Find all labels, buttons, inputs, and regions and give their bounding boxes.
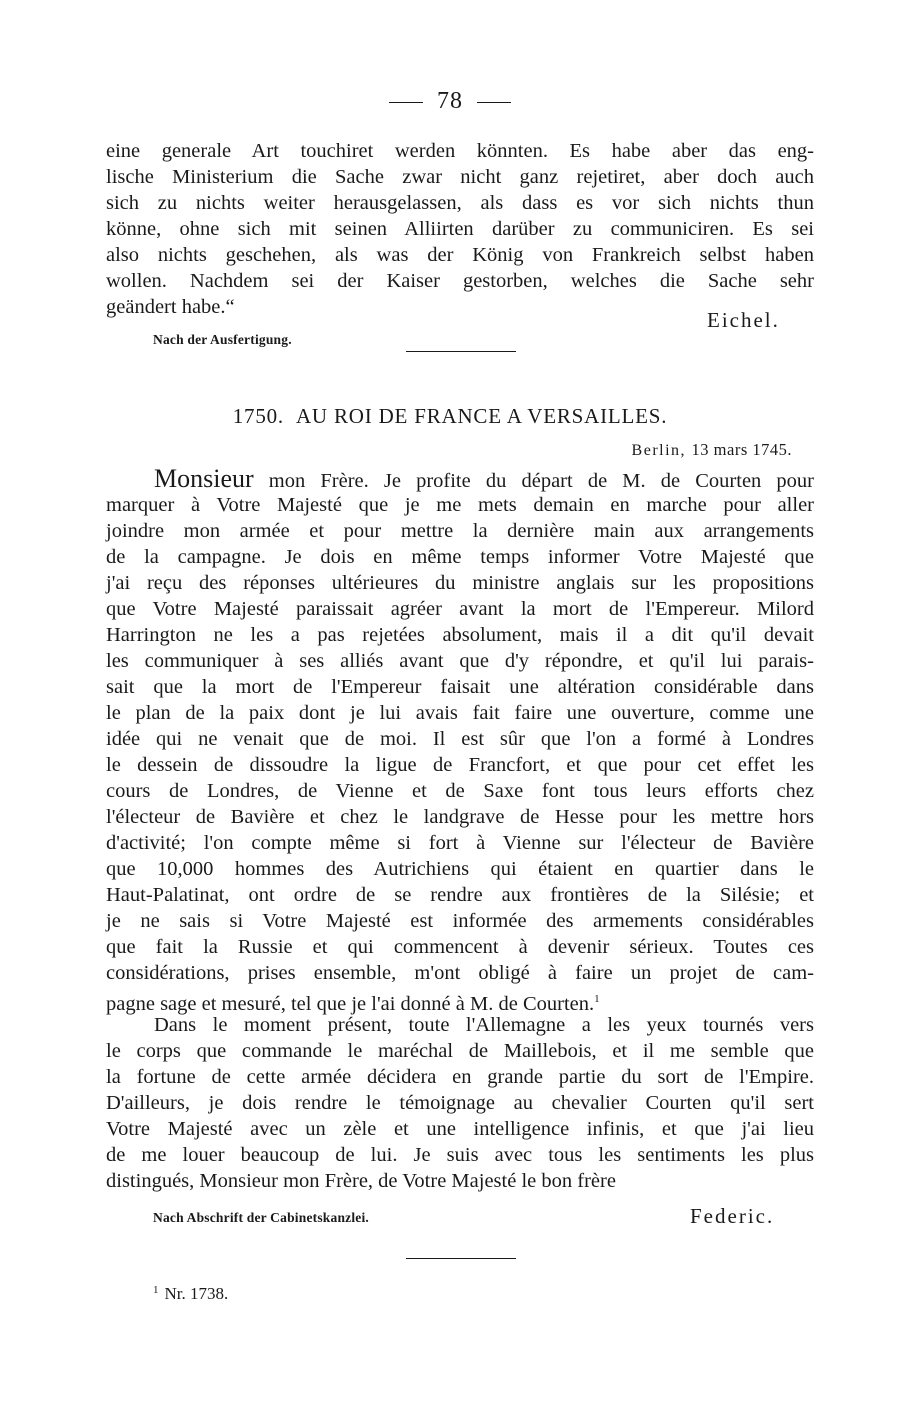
text-line: le plan de la paix dont je lui avais fait faire une ouverture, comme une (106, 702, 814, 724)
page-number-dash-left (389, 102, 423, 103)
text-line: idée qui ne venait que de moi. Il est sûr que l'on a formé à Londres (106, 728, 814, 750)
text-line: le dessein de dissoudre la ligue de Francfort, et que pour cet effet les (106, 754, 814, 776)
text-line: de me louer beaucoup de lui. Je suis avec tous les sentiments les plus (106, 1144, 814, 1166)
text-line: le corps que commande le maréchal de Maillebois, et il me semble que (106, 1040, 814, 1062)
text-line: D'ailleurs, je dois rendre le témoignage au chevalier Courten qu'il sert (106, 1092, 814, 1114)
text-line: que 10,000 hommes des Autrichiens qui étaient en quartier dans le (106, 858, 814, 880)
text-line: que Votre Majesté paraissait agréer avant la mort de l'Empereur. Milord (106, 598, 814, 620)
text-line: Dans le moment présent, toute l'Allemagne a les yeux tournés vers (154, 1014, 814, 1036)
footnote-mark: 1 (153, 1284, 159, 1296)
dateline-date: 13 mars 1745. (691, 440, 792, 459)
source-note-cabinetskanzlei: Nach Abschrift der Cabinetskanzlei. (153, 1210, 370, 1225)
dateline (632, 440, 792, 460)
signature-federic: Federic. (690, 1204, 775, 1228)
text-line: eine generale Art touchiret werden könnten. Es habe aber das eng- (106, 140, 814, 162)
text-line: Harrington ne les a pas rejetées absolument, mais il a dit qu'il devait (106, 624, 814, 646)
page-number (0, 88, 900, 115)
letter-number: 1750. (232, 404, 284, 428)
text-line: sich zu nichts weiter herausgelassen, als dass es vor sich nichts thun (106, 192, 814, 214)
text-line: lische Ministerium die Sache zwar nicht ganz rejetiret, aber doch auch (106, 166, 814, 188)
text-line: que fait la Russie et qui commencent à devenir sérieux. Toutes ces (106, 936, 814, 958)
text-line (106, 986, 814, 1015)
footnote-text: Nr. 1738. (164, 1284, 229, 1303)
dateline-place: Berlin, (631, 442, 687, 459)
text-line: Votre Majesté avec un zèle et une intelligence infinis, et que j'ai lieu (106, 1118, 814, 1140)
text-line: les communiquer à ses alliés avant que d'y répondre, et qu'il lui parais- (106, 650, 814, 672)
text-line (106, 466, 814, 492)
text-line: könne, ohne sich mit seinen Alliirten darüber zu communiciren. Es sei (106, 218, 814, 240)
text-line-content: pagne sage et mesuré, tel que je l'ai donné à M. de Courten. (106, 993, 595, 1015)
text-line: sait que la mort de l'Empereur faisait une altération considérable dans (106, 676, 814, 698)
text-line: joindre mon armée et pour mettre la dernière main aux arrangements (106, 520, 814, 542)
text-line: la fortune de cette armée décidera en grande partie du sort de l'Empire. (106, 1066, 814, 1088)
letter-paragraph-2 (106, 1012, 814, 1194)
text-line: l'électeur de Bavière et chez le landgrave de Hesse pour les mettre hors (106, 806, 814, 828)
text-line: geändert habe.“ (106, 296, 235, 318)
text-line: de la campagne. Je dois en même temps informer Votre Majesté que (106, 546, 814, 568)
letter-paragraph-1 (106, 464, 814, 1015)
text-line: j'ai reçu des réponses ultérieures du ministre anglais sur les propositions (106, 572, 814, 594)
text-line: also nichts geschehen, als was der König von Frankreich selbst haben (106, 244, 814, 266)
source-note-ausfertigung: Nach der Ausfertigung. (153, 332, 292, 347)
text-line: distingués, Monsieur mon Frère, de Votre Majesté le bon frère (106, 1170, 616, 1192)
text-line: Haut-Palatinat, ont ordre de se rendre aux frontières de la Silésie; et (106, 884, 814, 906)
text-line-rest: mon Frère. Je profite du départ de M. de Courten pour (253, 470, 814, 492)
text-line: d'activité; l'on compte même si fort à Vienne sur l'électeur de Bavière (106, 832, 814, 854)
text-line: wollen. Nachdem sei der Kaiser gestorben, welches die Sache sehr (106, 270, 814, 292)
footnote (153, 1284, 228, 1304)
text-line: marquer à Votre Majesté que je me mets demain en marche pour aller (106, 494, 814, 516)
footnote-divider (406, 1258, 516, 1259)
page-number-text: 78 (437, 88, 463, 114)
top-paragraph (106, 138, 814, 320)
signature-eichel: Eichel. (707, 308, 780, 332)
page-number-dash-right (477, 102, 511, 103)
text-line: cours de Londres, de Vienne et de Saxe font tous leurs efforts chez (106, 780, 814, 802)
letter-first-word: Monsieur (154, 464, 254, 493)
section-divider (406, 351, 516, 352)
footnote-reference: 1 (594, 993, 600, 1005)
text-line: je ne sais si Votre Majesté est informée des armements considérables (106, 910, 814, 932)
letter-heading (0, 404, 900, 429)
text-line: considérations, prises ensemble, m'ont obligé à faire un projet de cam- (106, 962, 814, 984)
letter-title: AU ROI DE FRANCE A VERSAILLES. (295, 404, 668, 428)
